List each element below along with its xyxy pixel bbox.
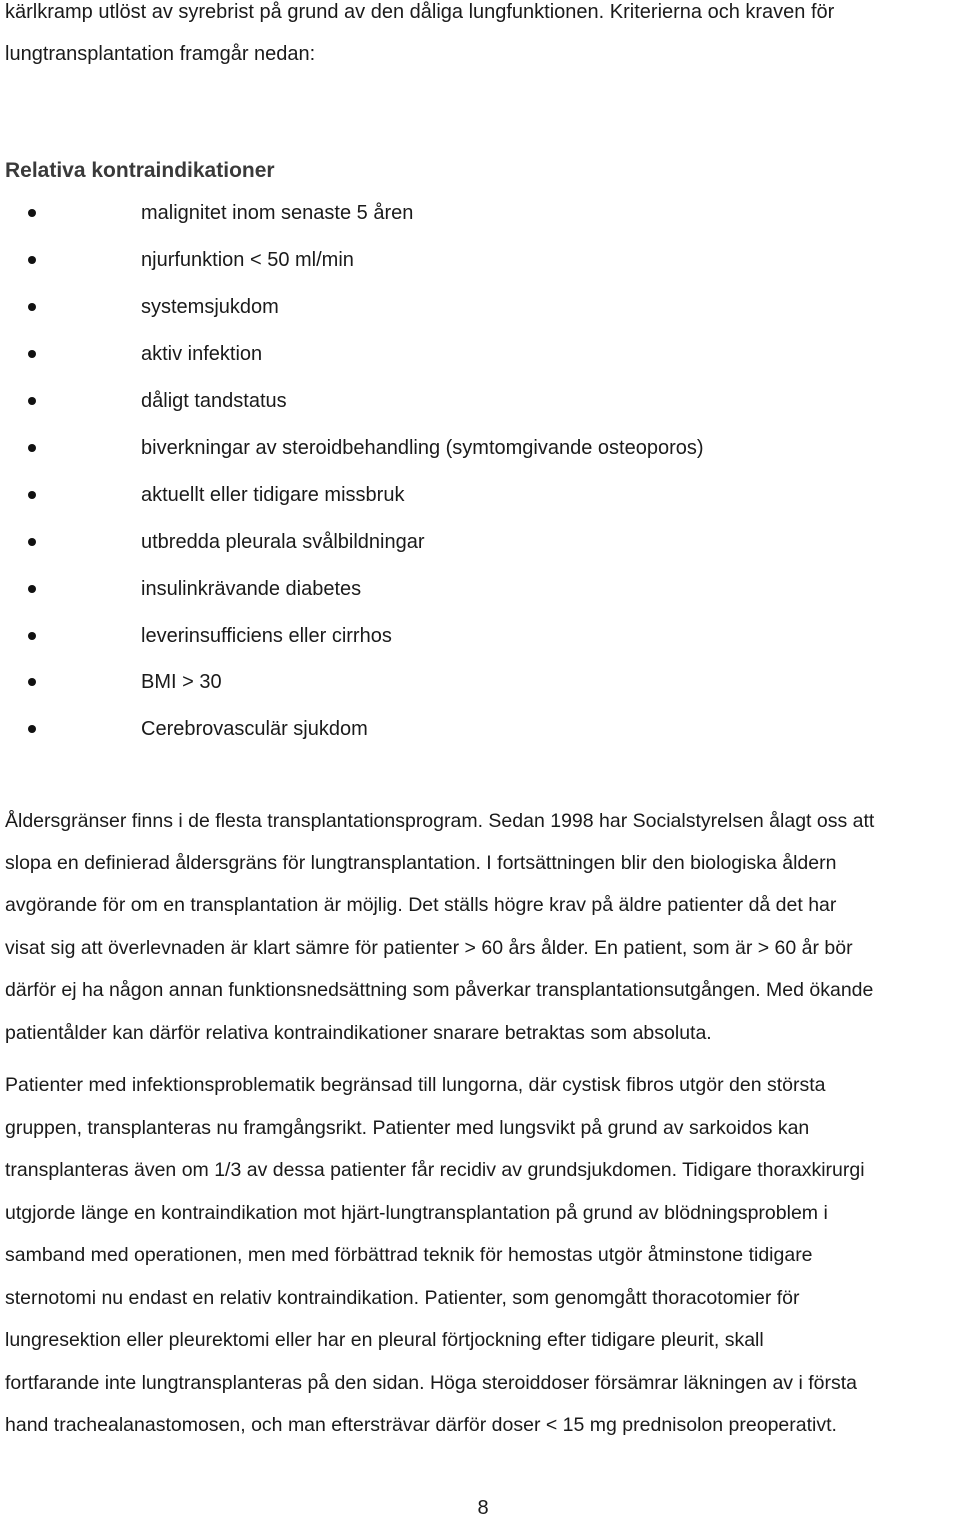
page-number: 8 [477,1497,489,1519]
list-item [0,200,900,226]
bullet-icon [28,256,36,264]
paragraph-line: sternotomi nu endast en relativ kontraindikation. Patienter, som genomgått thoracotomier för [5,1287,800,1309]
intro-line-2: lungtransplantation framgår nedan: [5,43,316,65]
list-item [0,482,900,508]
paragraph-line: transplanteras även om 1/3 av dessa patienter får recidiv av grundsjukdomen. Tidigare thoraxkirurgi [5,1159,865,1181]
list-item-text: malignitet inom senaste 5 åren [141,202,414,224]
bullet-icon [28,632,36,640]
list-item-text: utbredda pleurala svålbildningar [141,531,425,553]
list-item [0,529,900,555]
bullet-icon [28,538,36,546]
list-item-text: njurfunktion < 50 ml/min [141,249,354,271]
paragraph-line: patientålder kan därför relativa kontraindikationer snarare betraktas som absoluta. [5,1022,712,1044]
paragraph-line: hand trachealanastomosen, och man eftersträvar därför doser < 15 mg prednisolon preoperativt. [5,1414,837,1436]
list-item-text: systemsjukdom [141,296,279,318]
paragraph-line: lungresektion eller pleurektomi eller har en pleural förtjockning efter tidigare pleurit, skall [5,1329,764,1351]
list-item-text: aktiv infektion [141,343,263,365]
paragraph-line: avgörande för om en transplantation är möjlig. Det ställs högre krav på äldre patienter då det har [5,894,837,916]
bullet-icon [28,725,36,733]
bullet-icon [28,303,36,311]
bullet-icon [28,444,36,452]
contraindications-heading: Relativa kontraindikationer [5,159,275,182]
paragraph-line: utgjorde länge en kontraindikation mot hjärt-lungtransplantation på grund av blödningsproblem i [5,1202,828,1224]
paragraph-line: samband med operationen, men med förbättrad teknik för hemostas utgör åtminstone tidigare [5,1244,813,1266]
paragraph-line: därför ej ha någon annan funktionsnedsättning som påverkar transplantationsutgången. Med ökande [5,979,874,1001]
bullet-icon [28,491,36,499]
list-item [0,247,900,273]
list-item-text: BMI > 30 [141,671,222,693]
list-item [0,576,900,602]
bullet-icon [28,350,36,358]
paragraph-line: slopa en definierad åldersgräns för lungtransplantation. I fortsättningen blir den biologiska åldern [5,852,837,874]
list-item-text: leverinsufficiens eller cirrhos [141,625,392,647]
list-item [0,388,900,414]
paragraph-line: Åldersgränser finns i de flesta transplantationsprogram. Sedan 1998 har Socialstyrelsen ålagt oss att [5,810,875,832]
list-item [0,716,900,742]
list-item [0,435,900,461]
bullet-icon [28,209,36,217]
list-item-text: biverkningar av steroidbehandling (symtomgivande osteoporos) [141,437,704,459]
intro-line-1: kärlkramp utlöst av syrebrist på grund av den dåliga lungfunktionen. Kriterierna och kraven för [5,1,835,23]
bullet-icon [28,678,36,686]
paragraph-line: visat sig att överlevnaden är klart sämre för patienter > 60 års ålder. En patient, som är > 60 år bör [5,937,853,959]
list-item [0,623,900,649]
paragraph-line: fortfarande inte lungtransplanteras på den sidan. Höga steroiddoser försämrar läkningen av i första [5,1372,857,1394]
list-item [0,341,900,367]
bullet-icon [28,397,36,405]
list-item [0,294,900,320]
paragraph-line: Patienter med infektionsproblematik begränsad till lungorna, där cystisk fibros utgör den största [5,1074,826,1096]
list-item [0,669,900,695]
bullet-icon [28,585,36,593]
list-item-text: aktuellt eller tidigare missbruk [141,484,405,506]
paragraph-line: gruppen, transplanteras nu framgångsrikt. Patienter med lungsvikt på grund av sarkoidos kan [5,1117,810,1139]
list-item-text: dåligt tandstatus [141,390,287,412]
list-item-text: insulinkrävande diabetes [141,578,362,600]
list-item-text: Cerebrovasculär sjukdom [141,718,368,740]
